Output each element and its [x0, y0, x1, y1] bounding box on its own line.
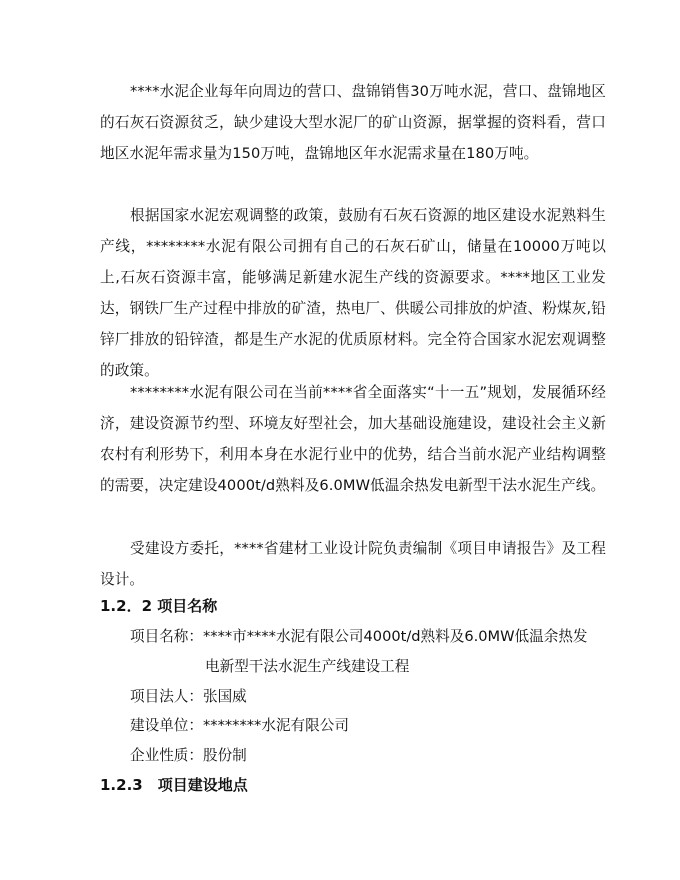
paragraph-project-decision: ********水泥有限公司在当前****省全面落实“十一五”规划，发展循环经济，建设资源节约型、环境友好型社会，加大基础设施建设，建设社会主义新农村有利形势下，利用本身在水泥行业中的优势，结合当前水泥产业结构调整的需要，决定建设4000t/d熟料及6.0MW低温余热发电新型干法水泥生产线。	[100, 384, 606, 494]
field-project-name-continuation: 电新型干法水泥生产线建设工程	[205, 658, 410, 675]
field-enterprise-nature: 企业性质：股份制	[130, 747, 247, 764]
field-project-name: 项目名称：****市****水泥有限公司4000t/d熟料及6.0MW低温余热发	[130, 628, 588, 645]
field-legal-person: 项目法人：张国威	[130, 688, 247, 705]
paragraph-commission: 受建设方委托，****省建材工业设计院负责编制《项目申请报告》及工程设计。	[100, 540, 606, 588]
section-heading-project-location: 1.2.3 项目建设地点	[100, 776, 248, 794]
paragraph-market-demand: ****水泥企业每年向周边的营口、盘锦销售30万吨水泥，营口、盘锦地区的石灰石资源贫乏，缺少建设大型水泥厂的矿山资源，据掌握的资料看，营口地区水泥年需求量为150万吨，盘锦地区年水泥需求量在180万吨。	[100, 83, 606, 162]
section-heading-project-name: 1.2．2 项目名称	[100, 597, 218, 615]
field-construction-unit: 建设单位：********水泥有限公司	[130, 717, 349, 734]
paragraph-policy-resources: 根据国家水泥宏观调整的政策，鼓励有石灰石资源的地区建设水泥熟料生产线，********水泥有限公司拥有自己的石灰石矿山，储量在10000万吨以上,石灰石资源丰富，能够满足新建水泥生产线的资源要求。****地区工业发达，钢铁厂生产过程中排放的矿渣，热电厂、供暖公司排放的炉渣、粉煤灰,铅锌厂排放的铅锌渣，都是生产水泥的优质原材料。完全符合国家水泥宏观调整的政策。	[100, 207, 606, 379]
